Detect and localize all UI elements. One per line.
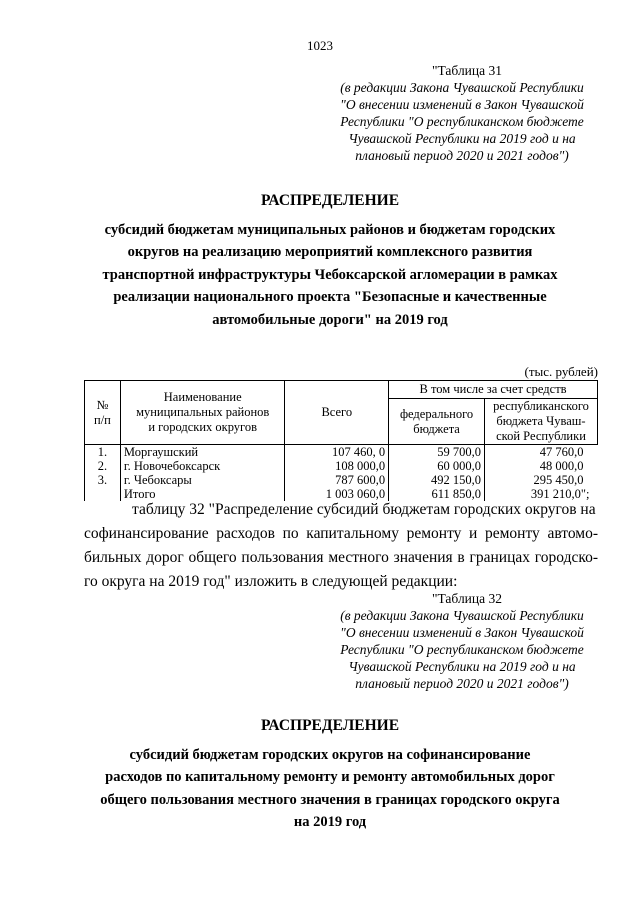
cell-federal: 59 700,0 <box>389 445 485 460</box>
heading-line: транспортной инфраструктуры Чебоксарской агломерации в рамках <box>102 266 558 283</box>
cell-republic: 48 000,0 <box>485 459 598 473</box>
heading-line: субсидий бюджетам муниципальных районов и бюджетам городских <box>104 221 556 238</box>
cell-total: 108 000,0 <box>285 459 389 473</box>
table-row <box>85 473 598 487</box>
cell-federal: 60 000,0 <box>389 459 485 473</box>
table-row <box>85 445 598 460</box>
cell-republic: 391 210,0"; <box>485 487 598 501</box>
cell-name: Моргаушский <box>120 445 285 460</box>
heading-line: общего пользования местного значения в границах городского округа <box>100 791 560 808</box>
cell-total: 107 460, 0 <box>285 445 389 460</box>
paragraph-first-line: таблицу 32 "Распределение субсидий бюджетам городских округов на <box>132 501 596 518</box>
heading-distribution-1 <box>70 190 590 331</box>
cell-total: 787 600,0 <box>285 473 389 487</box>
table-31-note <box>322 62 602 164</box>
note-line: плановый период 2020 и 2021 годов") <box>355 148 569 163</box>
header-name: Наименование муниципальных районов и городских округов <box>120 381 285 445</box>
page-number: 1023 <box>307 38 333 53</box>
note-line: Чувашской Республики на 2019 год и на <box>348 131 576 146</box>
cell-num: 1. <box>85 445 121 460</box>
note-line: Республики "О республиканском бюджете <box>340 114 584 129</box>
header-federal: федерального бюджета <box>389 399 485 445</box>
note-line: "О внесении изменений в Закон Чувашской <box>340 97 584 112</box>
note-line: Республики "О республиканском бюджете <box>340 642 584 657</box>
cell-republic: 295 450,0 <box>485 473 598 487</box>
body-paragraph <box>84 498 598 594</box>
note-title: "Таблица 31 <box>432 63 502 78</box>
heading-line: реализации национального проекта "Безопасные и качественные <box>113 289 547 305</box>
note-line: Чувашской Республики на 2019 год и на <box>348 659 576 674</box>
heading-line: автомобильные дороги" на 2019 год <box>212 311 448 328</box>
heading-title: РАСПРЕДЕЛЕНИЕ <box>260 192 400 209</box>
cell-republic: 47 760,0 <box>485 445 598 460</box>
heading-title: РАСПРЕДЕЛЕНИЕ <box>260 717 400 734</box>
cell-name: г. Чебоксары <box>120 473 285 487</box>
note-line: "О внесении изменений в Закон Чувашской <box>340 625 584 640</box>
note-title: "Таблица 32 <box>432 591 502 606</box>
cell-num: 3. <box>85 473 121 487</box>
table-row <box>85 459 598 473</box>
header-republic: республиканского бюджета Чуваш- ской Республики <box>485 399 598 445</box>
cell-federal: 611 850,0 <box>389 487 485 501</box>
note-line: (в редакции Закона Чувашской Республики <box>340 80 584 95</box>
cell-federal: 492 150,0 <box>389 473 485 487</box>
unit-label: (тыс. рублей) <box>524 364 598 379</box>
header-including: В том числе за счет средств <box>389 381 598 399</box>
heading-line: на 2019 год <box>293 814 367 830</box>
table-32-note <box>322 590 602 692</box>
paragraph-rest: софинансирование расходов по капитальному ремонту и ремонту автомо-бильных дорог общего пользования местного значения в границах городско-го округа на 2019 год" изложить в следующей редакции: <box>84 525 598 590</box>
heading-line: округов на реализацию мероприятий комплексного развития <box>127 244 533 260</box>
cell-total: 1 003 060,0 <box>285 487 389 501</box>
note-line: плановый период 2020 и 2021 годов") <box>355 676 569 691</box>
cell-name: Итого <box>120 487 285 501</box>
header-total: Всего <box>285 381 389 445</box>
heading-line: субсидий бюджетам городских округов на софинансирование <box>129 746 531 763</box>
heading-distribution-2 <box>70 715 590 834</box>
note-line: (в редакции Закона Чувашской Республики <box>340 608 584 623</box>
subsidy-table <box>84 380 598 501</box>
cell-name: г. Новочебоксарск <box>120 459 285 473</box>
header-num: № п/п <box>85 381 121 445</box>
cell-num: 2. <box>85 459 121 473</box>
heading-line: расходов по капитальному ремонту и ремонту автомобильных дорог <box>105 769 555 785</box>
